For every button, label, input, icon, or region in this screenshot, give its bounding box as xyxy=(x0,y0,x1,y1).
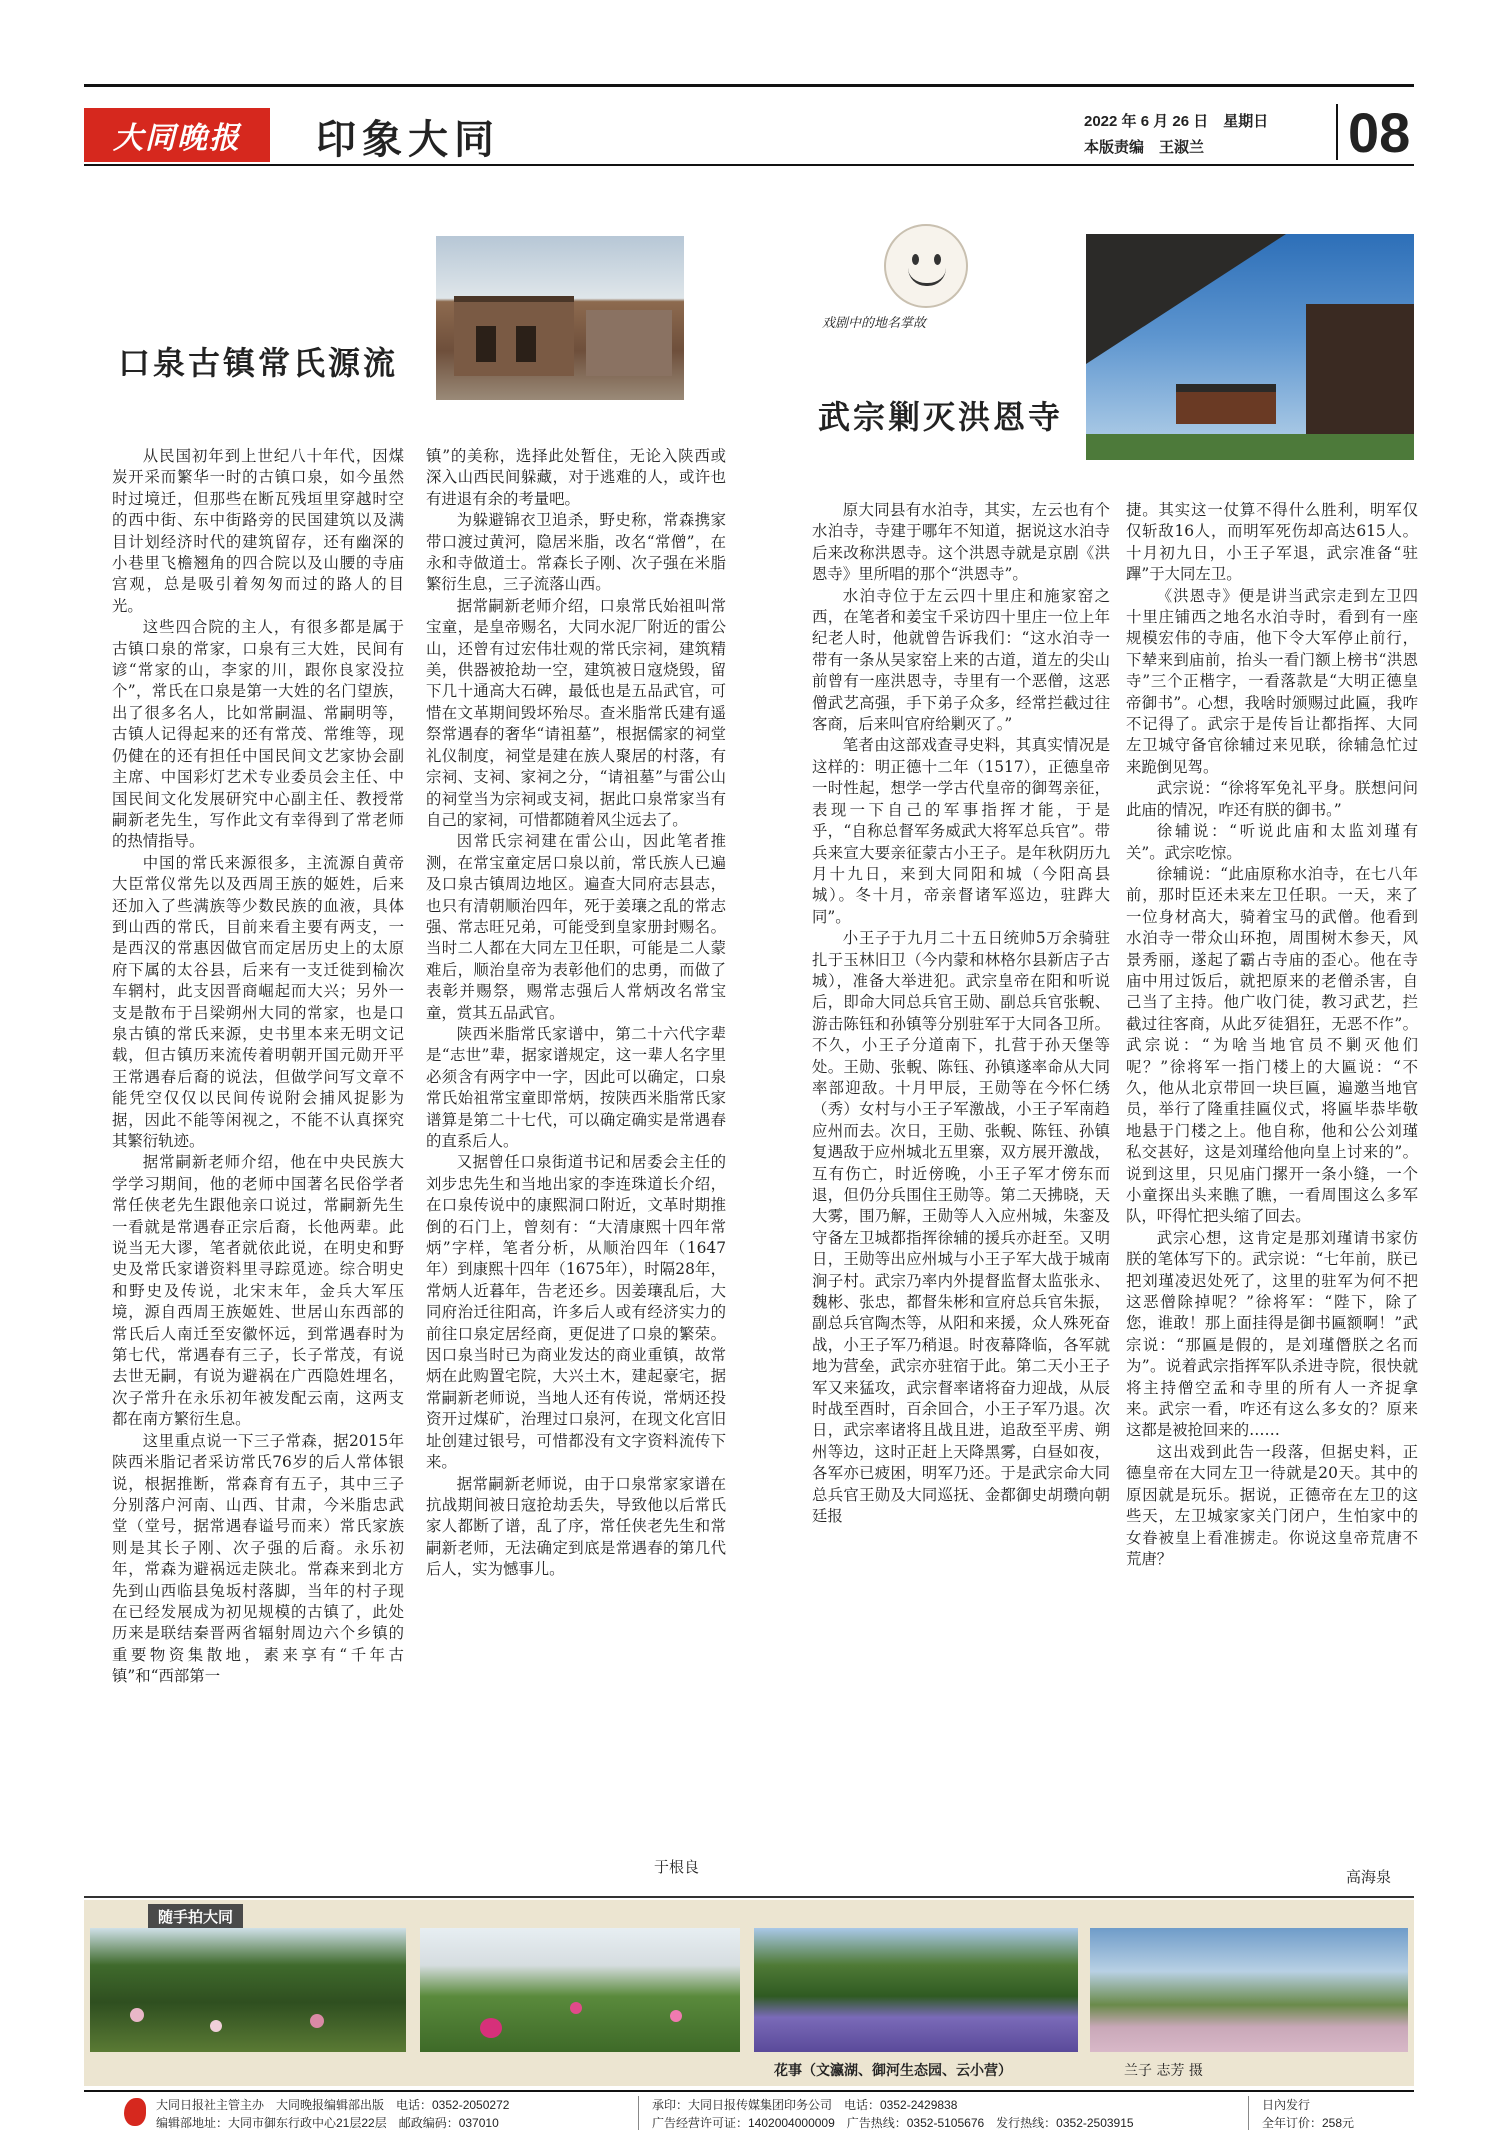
masthead-bottom-rule xyxy=(84,164,1414,166)
paragraph: 徐辅说：“此庙原称水泊寺，在七八年前，那时臣还未来左卫任职。一天，来了一位身材高大，骑着宝马的武僧。他看到水泊寺一带众山环抱，周围树木参天，风景秀丽，遂起了霸占寺庙的歪心。他在寺庙中用过饭后，就把原来的老僧杀害，自己当了主持。他广收门徒，教习武艺，拦截过往客商，从此歹徒猖狂，无恶不作”。武宗说：“为啥当地官员不剿灭他们呢？”徐将军一指门楼上的大匾说：“不久，他从北京带回一块巨匾，遍邀当地官员，举行了隆重挂匾仪式，将匾毕恭毕敬地悬于门楼之上。他自称，他和公公刘瑾私交甚好，这是刘瑾给他向皇上讨来的”。说到这里，只见庙门摞开一条小缝，一个小童探出头来瞧了瞧，一看周围这么多军队，吓得忙把头缩了回去。 xyxy=(1126,864,1418,1226)
paragraph: 捷。其实这一仗算不得什么胜利，明军仅仅斩敌16人，而明军死伤却高达615人。十月初九日，小王子军退，武宗准备“驻蹕”于大同左卫。 xyxy=(1126,501,1418,584)
page-editor: 本版责编 王淑兰 xyxy=(1084,139,1205,156)
paragraph: 武宗心想，这肯定是那刘瑾请书家仿朕的笔体写下的。武宗说：“七年前，朕已把刘瑾凌迟处死了，这里的驻军为何不把这恶僧除掉呢？”徐将军：“陛下，除了您，谁敢！那上面挂得是御书匾额啊！”武宗说：“那匾是假的，是刘瑾僭朕之名而为”。说着武宗指挥军队杀进寺院，很快就将主持僧空孟和寺里的所有人一齐捉拿来。武宗一看，咋还有这么多女的？原来这都是被抢回来的…… xyxy=(1126,1228,1418,1440)
footer-divider xyxy=(1248,2096,1249,2130)
gallery-label: 随手拍大同 xyxy=(148,1904,243,1929)
gallery-credit: 兰子 志芳 摄 xyxy=(1124,2063,1203,2079)
section-title: 印象大同 xyxy=(316,116,500,163)
article-column-2 xyxy=(426,446,726,1581)
paragraph: 小王子于九月二十五日统帅5万余骑驻扎于玉林旧卫（今内蒙和林格尔县新店子古城），准备大举进犯。武宗皇帝在阳和听说后，即命大同总兵官王勋、副总兵官张輗、游击陈钰和孙镇等分别驻军于大同各卫所。不久，小王子分道南下，扎营于孙天堡等处。王勋、张輗、陈钰、孙镇遂率命从大同率部迎敌。十月甲辰，王勋等在今怀仁绣（秀）女村与小王子军激战，小王子军南趋应州而去。次日，王勋、张輗、陈钰、孙镇复遇敌于应州城北五里寨，双方展开激战，互有伤亡，时近傍晚，小王子军才傍东而退，但仍分兵围住王勋等。第二天拂晓，天大雾，围乃解，王勋等人入应州城，朱銮及守备左卫城都指挥徐辅的援兵亦赶至。又明日，王勋等出应州城与小王子军大战于城南涧子村。武宗乃率内外提督监督太监张永、魏彬、张忠，都督朱彬和宣府总兵官朱振，副总兵官陶杰等，从阳和来援，众人殊死奋战，小王子军乃稍退。时夜幕降临，各军就地为营垒，武宗亦驻宿于此。第二天小王子军又来猛攻，武宗督率诸将奋力迎战，从辰时战至酉时，百余回合，小王子军乃退。次日，武宗率诸将且战且进，追敌至平虏、朔州等边，这时正赶上天降黑雾，白昼如夜，各军亦已疲困，明军乃还。于是武宗命大同总兵官王勋及大同巡抚、金都御史胡瓒向朝廷报 xyxy=(812,929,1110,1526)
gallery-rule xyxy=(84,1896,1414,1898)
paragraph: 水泊寺位于左云四十里庄和施家窑之西，在笔者和姜宝千采访四十里庄一位上年纪老人时，他就曾告诉我们：“这水泊寺一带有一条从吴家窑上来的古道，道左的尖山前曾有一座洪恩寺，寺里有一个恶僧，这恶僧武艺高强，手下弟子众多，经常拦截过往客商，后来叫官府给剿灭了。” xyxy=(812,586,1110,734)
paragraph: 为躲避锦衣卫追杀，野史称，常森携家带口渡过黄河，隐居米脂，改名“常僧”，在永和寺做道士。常森长子刚、次子强在米脂繁衍生息，三子流落山西。 xyxy=(426,511,726,594)
flower-photo-3 xyxy=(754,1928,1078,2052)
paragraph: 《洪恩寺》便是讲当武宗走到左卫四十里庄铺西之地名水泊寺时，看到有一座规模宏伟的寺庙，他下令大军停止前行，下辇来到庙前，抬头一看门额上榜书“洪恩寺”三个正楷字，一看落款是“大明正德皇帝御书”。心想，我啥时颁赐过此匾，我咋不记得了。武宗于是传旨让都指挥、大同左卫城守备官徐辅过来见联，徐辅急忙过来跪倒见驾。 xyxy=(1126,586,1418,776)
paragraph: 这些四合院的主人，有很多都是属于古镇口泉的常家，口泉有三大姓，民间有谚“常家的山，李家的川，跟你良家没拉个”，常氏在口泉是第一大姓的名门望族，出了很多名人，比如常嗣温、常嗣明等，古镇人记得起来的还有常茂、常维等，现仍健在的还有担任中国民间文艺家协会副主席、中国彩灯艺术专业委员会主任、中国民间文化发展研究中心副主任、教授常嗣新老先生，写作此文有幸得到了常老师的热情指导。 xyxy=(112,618,404,851)
flower-photo-4 xyxy=(1090,1928,1408,2052)
flower-photo-2 xyxy=(420,1928,740,2052)
gallery-caption: 花事（文瀛湖、御河生态园、云小营） xyxy=(774,2063,1012,2079)
paragraph: 又据曾任口泉街道书记和居委会主任的刘步忠先生和当地出家的李连珠道长介绍，在口泉传说中的康熙洞口附近，文革时期推倒的石门上，曾刻有：“大清康熙十四年常炳”字样，笔者分析，从顺治四年（1647年）到康熙十四年（1675年），时隔28年，常炳人近暮年，告老还乡。因姜瓖乱后，大同府治迁往阳高，许多后人或有经济实力的前往口泉定居经商，更促进了口泉的繁荣。因口泉当时已为商业发达的商业重镇，故常炳在此购置宅院，大兴土木，建起豪宅，据常嗣新老师说，当地人还有传说，常炳还投资开过煤矿，治理过口泉河，在现文化宫旧址创建过银号，可惜都没有文字资料流传下来。 xyxy=(426,1153,726,1472)
footer-price: 全年订价：258元 xyxy=(1262,2116,1355,2130)
footer-publisher: 大同日报社主管主办 大同晚报编辑部出版 电话：0352-2050272 xyxy=(156,2098,510,2112)
masthead-divider xyxy=(1336,104,1338,160)
article-column-1 xyxy=(112,446,404,1688)
random-shots-gallery xyxy=(84,1900,1414,2086)
paragraph: 镇”的美称，选择此处暂住，无论入陕西或深入山西民间躲藏，对于逃难的人，或许也有进退有余的考量吧。 xyxy=(426,447,726,508)
paragraph: 笔者由这部戏查寻史料，其真实情况是这样的：明正德十二年（1517），正德皇帝一时性起，想学一学古代皇帝的御驾亲征，表现一下自己的军事指挥才能，于是乎，“自称总督军务威武大将军总兵官”。带兵来宣大要亲征蒙古小王子。是年秋阴历九月十九日，来到大同阳和城（今阳高县城）。冬十月，帝亲督诸军巡边，驻跸大同”。 xyxy=(812,736,1110,926)
paragraph: 中国的常氏来源很多，主流源自黄帝大臣常仪常先以及西周王族的姬姓，后来还加入了些满族等少数民族的血液，具体到山西的常氏，目前来看主要有两支，一是西汉的常惠因做官而定居历史上的太原府下属的太谷县，后来有一支迁徙到榆次车辋村，此支因晋商崛起而大兴；另外一支是散布于吕梁朔州大同的常家，也是口泉古镇的常氏来源，史书里本来无明文记载，但古镇历来流传着明朝开国元勋开平王常遇春后裔的说法，但做学问写文章不能凭空仅仅以民间传说附会捕风捉影为据，因此不能等闲视之，不能不认真探究其繁衍轨迹。 xyxy=(112,853,404,1150)
paragraph: 徐辅说：“听说此庙和太监刘瑾有关”。武宗吃惊。 xyxy=(1126,822,1418,862)
newspaper-logo: 大同晚报 xyxy=(84,108,270,162)
footer-license: 广告经营许可证：1402004000009 广告热线：0352-5105676 发行热线：0352-2503915 xyxy=(652,2116,1134,2130)
paragraph: 据常嗣新老师说，由于口泉常家家谱在抗战期间被日寇抢劫丢失，导致他以后常氏家人都断了谱，乱了序，常任侠老先生和常嗣新老师，无法确定到底是常遇春的第几代后人，实为憾事儿。 xyxy=(426,1474,726,1579)
paragraph: 原大同县有水泊寺，其实，左云也有个水泊寺，寺建于哪年不知道，据说这水泊寺后来改称洪恩寺。这个洪恩寺就是京剧《洪恩寺》里所唱的那个“洪恩寺”。 xyxy=(812,501,1110,584)
paragraph: 据常嗣新老师介绍，他在中央民族大学学习期间，他的老师中国著名民俗学者常任侠老先生跟他亲口说过，常嗣新先生一看就是常遇春正宗后裔，长他两辈。此说当无大谬，笔者就依此说，在明史和野史及常氏家谱资料里寻踪觅迹。综合明史和野史及传说，北宋末年，金兵大军压境，源自西周王族姬姓、世居山东西部的常氏后人南迁至安徽怀远，到常遇春时为第七代，常遇春有三子，长子常茂，有说去世无嗣，有说为避祸在广西隐姓埋名，次子常升在永乐初年被发配云南，这两支都在南方繁衍生息。 xyxy=(112,1153,404,1429)
article-column-2 xyxy=(1126,500,1418,1570)
page-number: 08 xyxy=(1348,101,1411,164)
footer-divider xyxy=(638,2096,639,2130)
flower-photo-1 xyxy=(90,1928,406,2052)
article-byline: 于根良 xyxy=(654,1858,700,1876)
top-rule xyxy=(84,84,1414,87)
footer-address: 编辑部地址：大同市御东行政中心21层22层 邮政编码：037010 xyxy=(156,2116,499,2130)
paragraph: 据常嗣新老师介绍，口泉常氏始祖叫常宝童，是皇帝赐名，大同水泥厂附近的雷公山，还曾有过宏伟壮观的常氏宗祠，建筑精美，供器被抢劫一空，建筑被日寇烧毁，留下几十通高大石碑，最低也是五品武官，可惜在文革期间毁坏殆尽。查米脂常氏建有遥祭常遇春的奢华“请祖墓”，根据儒家的祠堂礼仪制度，祠堂是建在族人聚居的村落，有宗祠、支祠、家祠之分，“请祖墓”与雷公山的祠堂当为宗祠或支祠，据此口泉常家当有自己的家祠，可惜都随着风尘远去了。 xyxy=(426,596,726,829)
article-byline: 高海泉 xyxy=(1346,1868,1392,1886)
footer-logo-icon xyxy=(124,2098,146,2126)
article-column-1 xyxy=(812,500,1110,1528)
paragraph: 从民国初年到上世纪八十年代，因煤炭开采而繁华一时的古镇口泉，如今虽然时过境迁，但那些在断瓦残垣里穿越时空的西中街、东中街路旁的民国建筑以及满目计划经济时代的建筑留存，还有幽深的小巷里飞檐翘角的四合院以及山腰的寺庙宫观，总是吸引着匆匆而过的路人的目光。 xyxy=(112,447,404,615)
smiley-icon xyxy=(884,224,968,308)
footer-distribution: 日內发行 xyxy=(1262,2098,1311,2112)
temple-eaves-photo xyxy=(1086,234,1414,460)
article-title: 武宗剿灭洪恩寺 xyxy=(818,398,1064,436)
paragraph: 武宗说：“徐将军免礼平身。朕想问问此庙的情况，咋还有朕的御书。” xyxy=(1126,779,1418,819)
old-street-photo xyxy=(436,236,684,400)
paragraph: 这里重点说一下三子常森，据2015年陕西米脂记者采访常氏76岁的后人常体银说，根据推断，常森育有五子，其中三子分别落户河南、山西、甘肃，今米脂忠武堂（堂号，据常遇春谥号而来）常氏家族则是其长子刚、次子强的后裔。永乐初年，常森为避祸远走陕北。常森来到北方先到山西临县兔坂村落脚，当年的村子现在已经发展成为初见规模的古镇了，此处历来是联结秦晋两省辐射周边六个乡镇的重要物资集散地，素来享有“千年古镇”和“西部第一 xyxy=(112,1431,404,1686)
paragraph: 陕西米脂常氏家谱中，第二十六代字辈是“志世”辈，据家谱规定，这一辈人名字里必须含有两字中一字，因此可以确定，口泉常氏始祖常宝童即常炳，按陕西米脂常氏家谱算是第二十七代，可以确定确实是常遇春的直系后人。 xyxy=(426,1024,726,1150)
issue-date: 2022 年 6 月 26 日 星期日 xyxy=(1084,113,1269,130)
paragraph: 因常氏宗祠建在雷公山，因此笔者推测，在常宝童定居口泉以前，常氏族人已遍及口泉古镇周边地区。遍查大同府志县志，也只有清朝顺治四年，死于姜瓖之乱的常志强、常志旺兄弟，可能受到皇家册封赐名。当时二人都在大同左卫任职，可能是二人蒙难后，顺治皇帝为表彰他们的忠勇，而做了表彰并赐祭，赐常志强后人常炳改名常宝童，赏其五品武官。 xyxy=(426,832,726,1022)
footer-rule xyxy=(84,2090,1414,2092)
article-title: 口泉古镇常氏源流 xyxy=(118,344,399,382)
column-badge: 戏剧中的地名掌故 xyxy=(822,316,927,331)
footer-printer: 承印：大同日报传媒集团印务公司 电话：0352-2429838 xyxy=(652,2098,958,2112)
paragraph: 这出戏到此告一段落，但据史料，正德皇帝在大同左卫一待就是20天。其中的原因就是玩乐。据说，正德帝在左卫的这些天，左卫城家家关门闭户，生怕家中的女眷被皇上看准掳走。你说这皇帝荒唐不荒唐？ xyxy=(1126,1442,1418,1568)
